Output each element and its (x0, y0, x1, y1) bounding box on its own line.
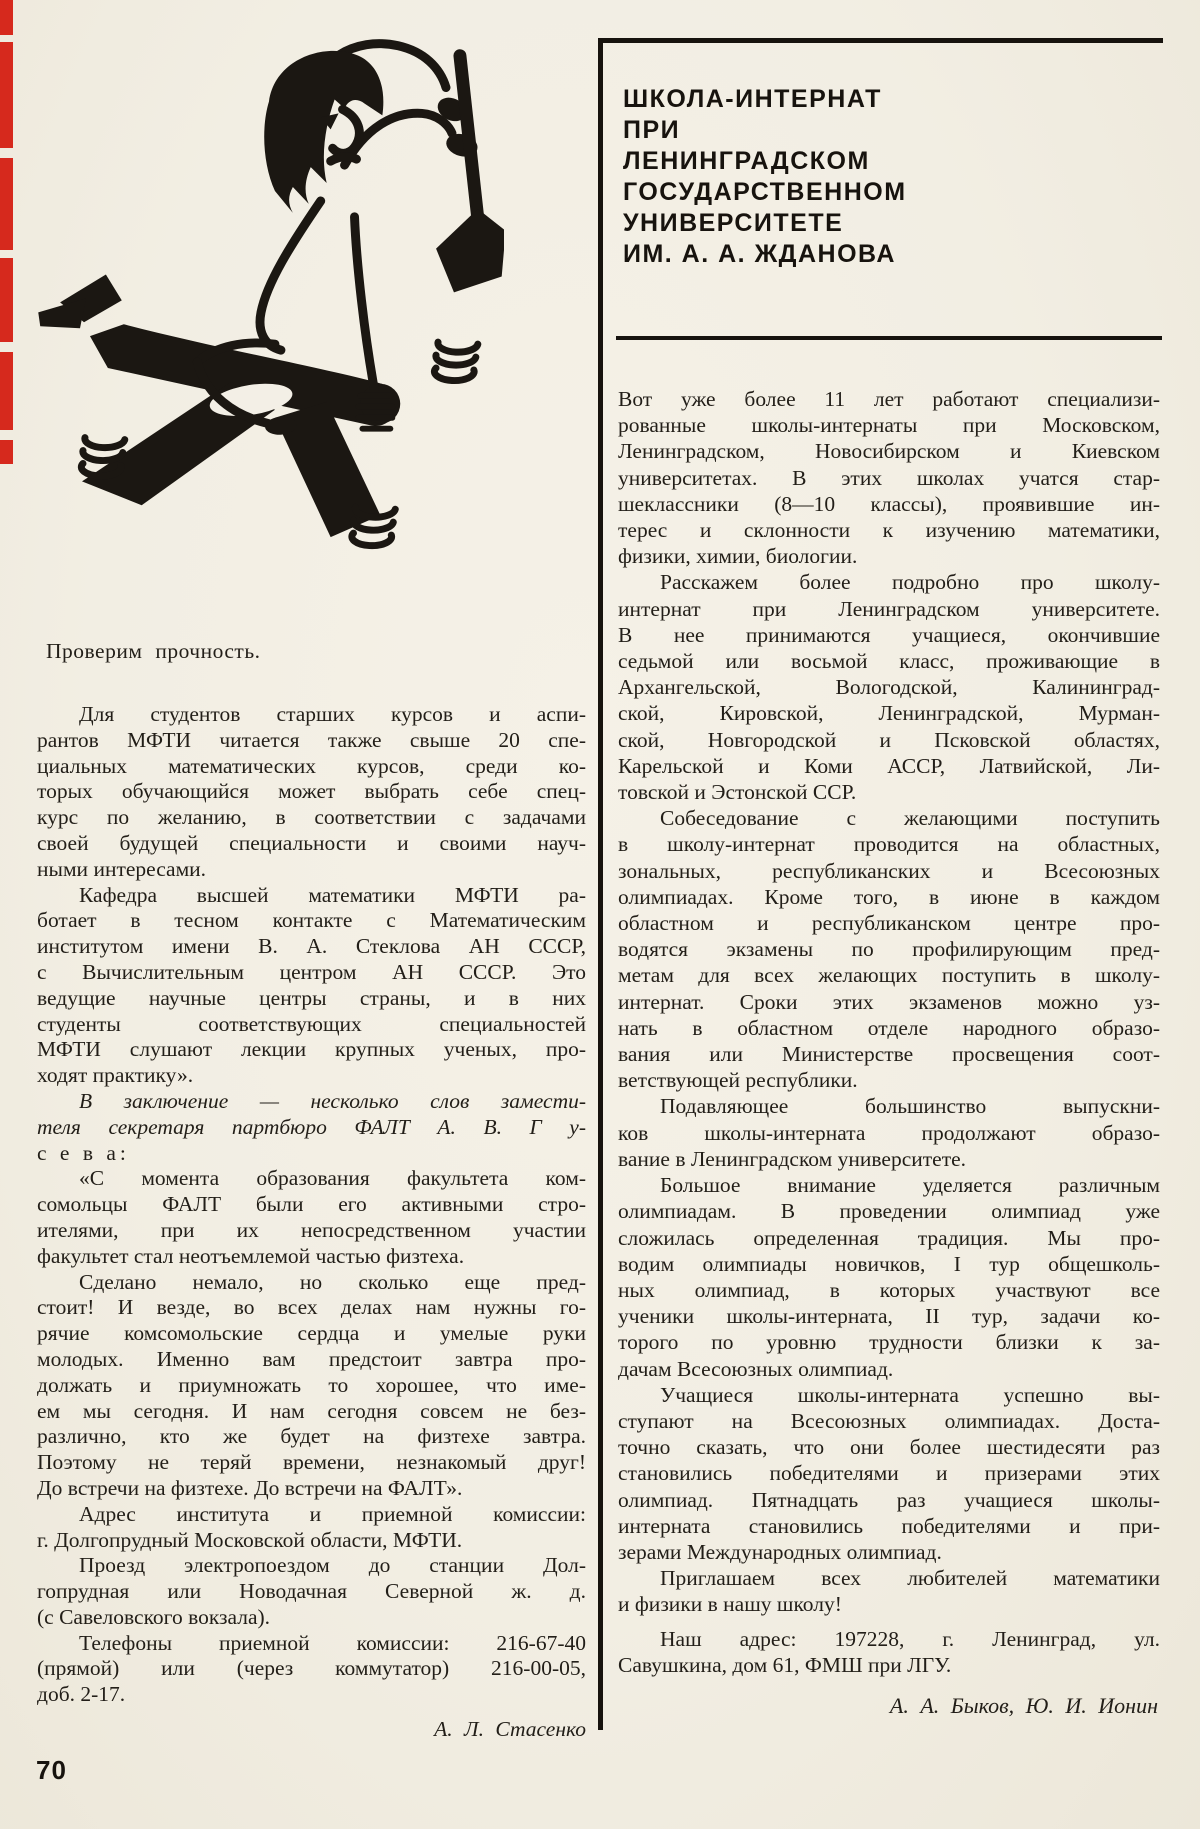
text-line: (прямой) или (через коммутатор) 216-00-05, (37, 1656, 586, 1681)
text-line: студенты соответствующих специальностей (37, 1011, 586, 1036)
text-line: Вот уже более 11 лет работают специализи- (618, 387, 1160, 411)
right-column (618, 386, 1160, 1719)
page-number: 70 (36, 1755, 67, 1785)
paragraph (618, 1626, 1160, 1678)
text-line: Проезд электропоездом до станции Дол- (79, 1553, 586, 1578)
paragraph (37, 883, 586, 1089)
text-line: интернат. Сроки этих экзаменов можно уз- (618, 989, 1160, 1014)
article-title-line: ЛЕНИНГРАДСКОМ (623, 147, 870, 175)
article-title-line: ИМ. А. А. ЖДАНОВА (623, 240, 896, 268)
text-line: товской и Эстонской ССР. (618, 780, 857, 805)
scan-edge-red-mark (0, 42, 13, 148)
text-line: Расскажем более подробно про школу- (660, 570, 1160, 595)
paragraph (37, 1166, 586, 1269)
paragraph (618, 805, 1160, 1093)
text-line: нать в областном отделе народного образо- (618, 1015, 1160, 1040)
paragraph (618, 569, 1160, 805)
text-line: рованные школы-интернаты при Московском, (618, 413, 1160, 438)
text-line: Наш адрес: 197228, г. Ленинград, ул. (660, 1626, 1160, 1651)
paragraph (37, 1631, 586, 1708)
left-column (37, 702, 586, 1743)
text-line: Адрес института и приемной комиссии: (79, 1501, 586, 1526)
text-line: ходят практику». (37, 1063, 194, 1088)
text-line: ской, Кировской, Ленинградской, Мурман- (618, 701, 1160, 726)
text-line: рячие комсомольские сердца и умелые руки (37, 1321, 586, 1346)
author-signature-right: А. А. Быков, Ю. И. Ионин (889, 1692, 1158, 1718)
text-line: доб. 2-17. (37, 1682, 126, 1707)
illustration-caption: Проверим прочность. (46, 639, 261, 663)
text-line: сомольцы ФАЛТ были его активными стро- (37, 1192, 586, 1217)
text-line: Ленинградском, Новосибирском и Киевском (618, 439, 1160, 464)
text-line: гопрудная или Новодачная Северной ж. д. (37, 1579, 586, 1604)
text-line: ветствующей республики. (618, 1068, 858, 1093)
text-line: Большое внимание уделяется различным (660, 1173, 1160, 1198)
text-line: ведущие научные центры страны, и в них (37, 985, 586, 1010)
paragraph (618, 1172, 1160, 1382)
column-divider-rule (598, 38, 603, 1730)
title-top-rule (598, 38, 1163, 43)
text-line: ступают на Всесоюзных олимпиадах. Доста- (618, 1408, 1160, 1433)
text-line: становились победителями и призерами этих (618, 1461, 1160, 1486)
text-line: ных олимпиад, в которых участвуют все (618, 1277, 1160, 1302)
text-line: молодых. Именно вам предстоит завтра про- (37, 1346, 586, 1371)
paragraph (37, 1502, 586, 1554)
text-line: МФТИ слушают лекции крупных ученых, про- (37, 1037, 586, 1062)
article-title (623, 84, 907, 270)
text-line: интернат при Ленинградском университете. (618, 596, 1160, 621)
paragraph (618, 1093, 1160, 1172)
text-line: с Вычислительным центром АН СССР. Это (37, 959, 586, 984)
text-line: различно, кто же будет на физтехе завтра. (37, 1424, 586, 1449)
text-line: ков школы-интерната продолжают образо- (618, 1120, 1160, 1145)
text-line: рантов МФТИ читается также свыше 20 спе- (37, 727, 586, 752)
text-line: циальных математических курсов, среди ко- (37, 753, 586, 778)
text-line: ской, Новгородской и Псковской областях, (618, 727, 1160, 752)
text-line: терес и склонности к изучению математики, (618, 518, 1160, 543)
paragraph (37, 1270, 586, 1502)
text-line: «С момента образования факультета ком- (79, 1166, 586, 1191)
text-line: физики, химии, биологии. (618, 544, 858, 569)
text-line: торого по уровню трудности близки к за- (618, 1330, 1160, 1355)
text-line: ителями, при их непосредственном участии (37, 1217, 586, 1242)
left-column-text (37, 702, 586, 1708)
text-line: Карельской и Коми АССР, Латвийской, Ли- (618, 753, 1160, 778)
text-line: интерната становились победителями и при- (618, 1513, 1160, 1538)
paragraph (618, 1565, 1160, 1617)
text-line: точно сказать, что они более шестидесяти раз (618, 1435, 1160, 1460)
text-line: Поэтому не теряй времени, незнакомый друг! (37, 1450, 586, 1475)
scan-edge-red-mark (0, 158, 13, 250)
text-line: Учащиеся школы-интерната успешно вы- (660, 1382, 1160, 1407)
text-line: ученики школы-интерната, II тур, задачи ко- (618, 1304, 1160, 1329)
text-line: Кафедра высшей математики МФТИ ра- (79, 882, 586, 907)
article-title-line: ГОСУДАРСТВЕННОМ (623, 178, 907, 206)
text-line: факультет стал неотъемлемой частью физтеха. (37, 1243, 465, 1268)
text-line: водятся экзамены по профилирующим пред- (618, 937, 1160, 962)
text-line: (с Савеловского вокзала). (37, 1604, 271, 1629)
author-signature-left: А. Л. Стасенко (434, 1717, 586, 1742)
text-line: университетах. В этих школах учатся стар- (618, 465, 1160, 490)
text-line: Собеседование с желающими поступить (660, 806, 1160, 831)
text-line: дачам Всесоюзных олимпиад. (618, 1356, 894, 1381)
text-line: ем мы сегодня. И нам сегодня совсем не без- (37, 1398, 586, 1423)
scan-edge-red-mark (0, 352, 13, 430)
text-line: зональных, республиканских и Всесоюзных (618, 858, 1160, 883)
text-line: своей будущей специальности и своими науч- (37, 830, 586, 855)
text-line: вания или Министерстве просвещения соот- (618, 1042, 1160, 1067)
text-line: Савушкина, дом 61, ФМШ при ЛГУ. (618, 1652, 952, 1677)
text-line: теля секретаря партбюро ФАЛТ А. В. Г у- (37, 1114, 586, 1139)
text-line: областном и республиканском центре про- (618, 911, 1160, 936)
paragraph (37, 702, 586, 883)
text-line: институтом имени В. А. Стеклова АН СССР, (37, 934, 586, 959)
text-line: ботает в тесном контакте с Математическим (37, 908, 586, 933)
text-line: шеклассники (8—10 классы), проявившие ин- (618, 491, 1160, 516)
scan-edge-red-mark (0, 258, 13, 342)
text-line: в школу-интернат проводится на областных, (618, 832, 1160, 857)
scan-edge-red-mark (0, 440, 13, 464)
text-line: олимпиадах. Кроме того, в июне в каждом (618, 884, 1160, 909)
text-line: водим олимпиады новичков, I тур общешколь- (618, 1251, 1160, 1276)
text-line: курс по желанию, в соответствии с задачами (37, 805, 586, 830)
text-line: олимпиад. Пятнадцать раз учащиеся школы- (618, 1487, 1160, 1512)
article-title-line: ПРИ (623, 116, 681, 144)
title-bottom-rule (616, 336, 1162, 340)
text-line: стоит! И везде, во всех делах нам нужны го- (37, 1295, 586, 1320)
text-line: Подавляющее большинство выпускни- (660, 1094, 1160, 1119)
right-column-text (618, 386, 1160, 1678)
text-line: Телефоны приемной комиссии: 216-67-40 (79, 1630, 586, 1655)
text-line: Приглашаем всех любителей математики (660, 1566, 1160, 1591)
scan-edge-red-mark (0, 0, 13, 35)
text-line: В нее принимаются учащиеся, окончившие (618, 622, 1160, 647)
text-line: седьмой или восьмой класс, проживающие в (618, 649, 1160, 674)
text-line: торых обучающийся может выбрать себе спец- (37, 779, 586, 804)
paragraph (618, 1382, 1160, 1565)
text-line: зерами Международных олимпиад. (618, 1539, 942, 1564)
text-line: метам для всех желающих поступить в школу- (618, 963, 1160, 988)
text-line: г. Долгопрудный Московской области, МФТИ. (37, 1527, 463, 1552)
text-line: В заключение — несколько слов замести- (79, 1088, 586, 1113)
article-title-line: ШКОЛА-ИНТЕРНАТ (623, 85, 882, 113)
paragraph (618, 386, 1160, 569)
text-line: с е в а: (37, 1140, 130, 1165)
text-line: Архангельской, Вологодской, Калининград- (618, 675, 1160, 700)
text-line: вание в Ленинградском университете. (618, 1146, 967, 1171)
hammer-airplane-illustration (26, 6, 504, 551)
text-line: должать и приумножать то хорошее, что име- (37, 1372, 586, 1397)
article-title-line: УНИВЕРСИТЕТЕ (623, 209, 844, 237)
paragraph (37, 1553, 586, 1630)
text-line: олимпиадам. В проведении олимпиад уже (618, 1199, 1160, 1224)
text-line: Для студентов старших курсов и аспи- (79, 702, 586, 726)
text-line: До встречи на физтехе. До встречи на ФАЛТ». (37, 1475, 463, 1500)
text-line: Сделано немало, но сколько еще пред- (79, 1269, 586, 1294)
text-line: ными интересами. (37, 856, 207, 881)
paragraph (37, 1089, 586, 1166)
text-line: сложилась определенная традиция. Мы про- (618, 1225, 1160, 1250)
text-line: и физики в нашу школу! (618, 1592, 842, 1617)
